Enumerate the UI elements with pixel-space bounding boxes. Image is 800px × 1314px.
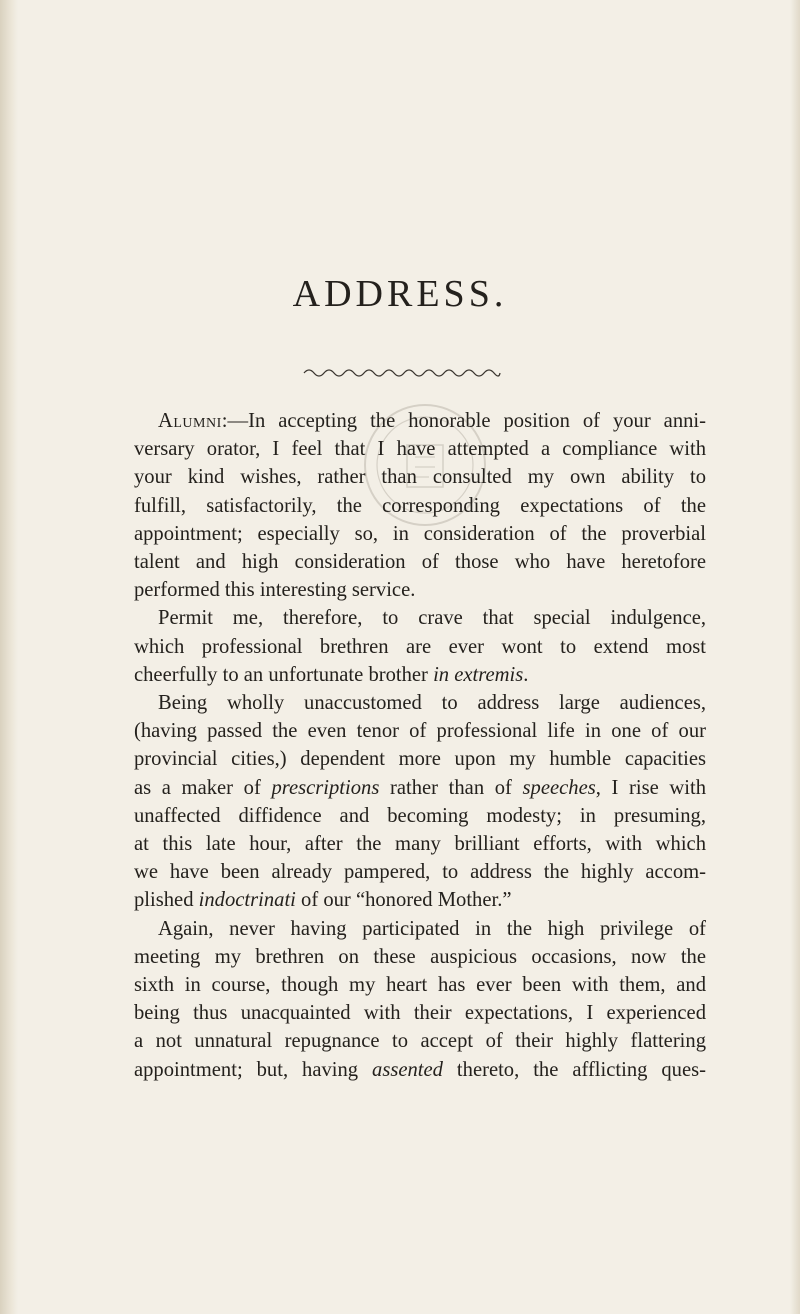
text-line: Alumni:—In accepting the honorable position of your anni- <box>158 410 706 432</box>
page-gutter-shadow <box>0 0 18 1314</box>
text-line: your kind wishes, rather than consulted my own ability to <box>134 466 706 489</box>
page-edge-shadow <box>790 0 800 1314</box>
text-line: which professional brethren are ever wont to extend most <box>134 635 706 658</box>
text-line: we have been already pampered, to address the highly accom- <box>134 861 706 884</box>
italic-phrase: in extremis <box>433 663 524 686</box>
text-line: (having passed the even tenor of professional life in one of our <box>134 720 706 743</box>
text-line: at this late hour, after the many brilliant efforts, with which <box>134 833 706 856</box>
text-line: Permit me, therefore, to crave that special indulgence, <box>158 607 706 630</box>
text-line: provincial cities,) dependent more upon my humble capacities <box>134 748 706 771</box>
italic-phrase: speeches <box>522 776 596 799</box>
text-line: as a maker of prescriptions rather than of speeches, I rise with <box>134 776 706 799</box>
text-line: talent and high consideration of those who have heretofore <box>134 551 706 574</box>
text-line: versary orator, I feel that I have attempted a compliance with <box>134 438 706 461</box>
text-line: Again, never having participated in the high privilege of <box>158 917 706 940</box>
address-body-text <box>134 407 706 1084</box>
text-line: plished indoctrinati of our “honored Mother.” <box>134 889 512 912</box>
text-line: appointment; especially so, in consideration of the proverbial <box>134 522 706 545</box>
text-line: Being wholly unaccustomed to address large audiences, <box>158 692 706 715</box>
salutation: Alumni <box>158 410 222 432</box>
text-line: cheerfully to an unfortunate brother in extremis. <box>134 663 529 686</box>
text-line: sixth in course, though my heart has ever been with them, and <box>134 974 706 997</box>
text-line: being thus unacquainted with their expectations, I experienced <box>134 1002 706 1025</box>
page-title: ADDRESS. <box>292 273 508 315</box>
text-line: a not unnatural repugnance to accept of their highly flattering <box>134 1030 706 1053</box>
text-line: performed this interesting service. <box>134 579 416 602</box>
text-line: unaffected diffidence and becoming modesty; in presuming, <box>134 804 706 827</box>
italic-phrase: indoctrinati <box>198 889 296 912</box>
text-line: fulfill, satisfactorily, the corresponding expectations of the <box>134 494 706 517</box>
italic-phrase: prescriptions <box>271 776 380 799</box>
wavy-rule-ornament <box>302 366 502 380</box>
italic-phrase: assented <box>372 1058 443 1081</box>
text-line: appointment; but, having assented thereto, the afflicting ques- <box>134 1058 706 1081</box>
text-line: meeting my brethren on these auspicious occasions, now the <box>134 945 706 968</box>
